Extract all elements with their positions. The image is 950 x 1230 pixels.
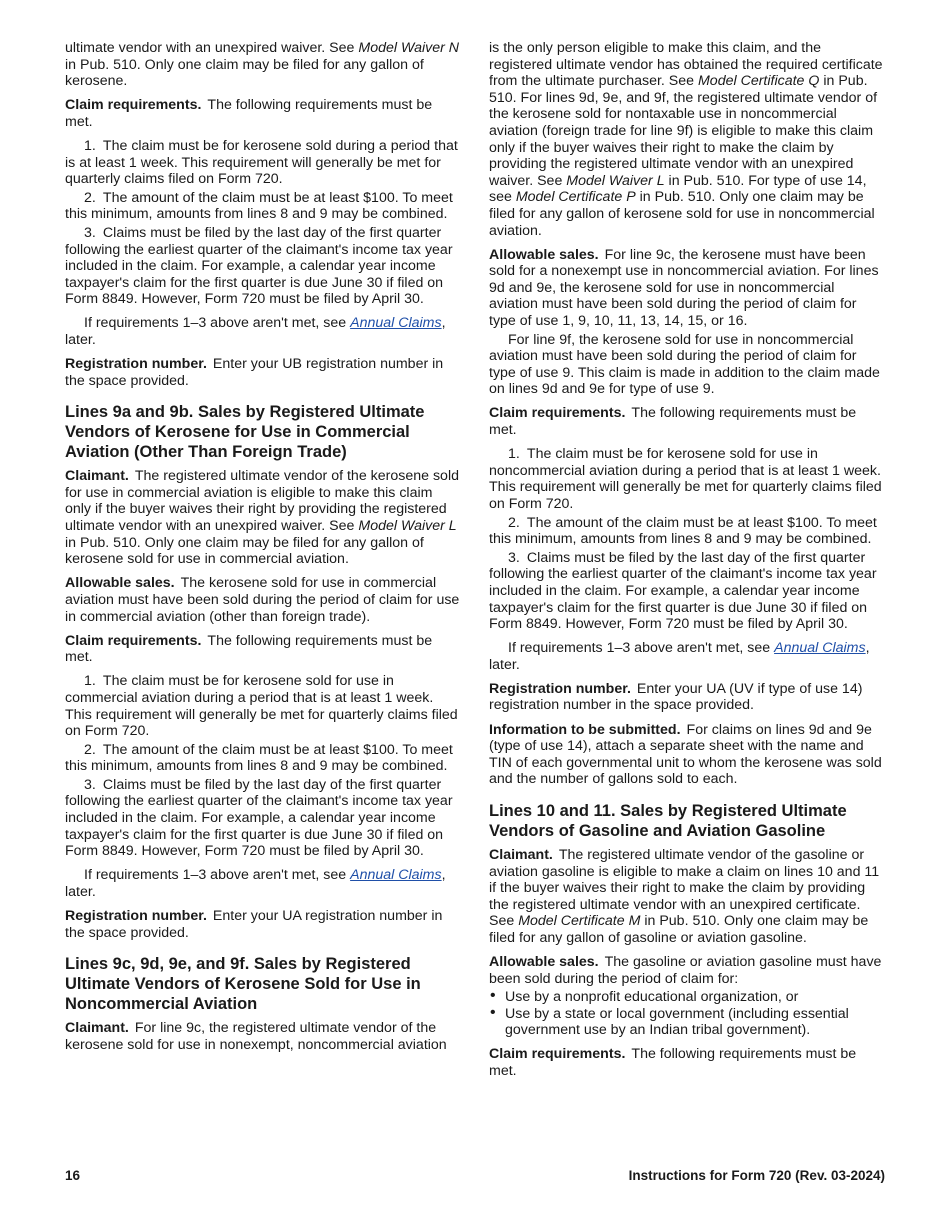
paragraph-line-9f: For line 9f, the kerosene sold for use in noncommercial aviation must have been sold during the period of claim for type of use 9. This claim is made in addition to the claim made on lines 9d and 9e for type of use 9. (489, 331, 880, 398)
list-item: • Use by a nonprofit educational organization, or (489, 989, 884, 1006)
heading-lines-9c-9f: Lines 9c, 9d, 9e, and 9f. Sales by Registered Ultimate Vendors of Kerosene Sold for Use in Noncommercial Aviation (65, 955, 421, 1014)
allowable-uses-list (489, 989, 884, 1039)
requirement-1: 1. The claim must be for kerosene sold for use in noncommercial aviation during a period that is at least 1 week. This requirement will generally be met for quarterly claims filed on Form 720. (489, 446, 882, 512)
heading-lines-9a-9b: Lines 9a and 9b. Sales by Registered Ultimate Vendors of Kerosene for Use in Commercial Aviation (Other Than Foreign Trade) (65, 403, 425, 462)
annual-claims-link[interactable]: Annual Claims (350, 867, 442, 884)
requirement-2: 2. The amount of the claim must be at least $100. To meet this minimum, amounts from lines 8 and 9 may be combined. (489, 514, 877, 548)
claim-requirements-intro: Claim requirements. The following requirements must be met. (65, 632, 433, 666)
registration-number: Registration number. Enter your UA registration number in the space provided. (65, 908, 443, 941)
page-number: 16 (65, 1168, 81, 1183)
requirement-1: 1. The claim must be for kerosene sold for use in commercial aviation during a period that is at least 1 week. This requirement will generally be met for quarterly claims filed on Form 720. (65, 673, 458, 740)
claim-requirements-intro: Claim requirements. The following requirements must be met. (489, 405, 857, 439)
allowable-sales-9c: Allowable sales. For line 9c, the kerosene must have been sold for a nonexempt use in noncommercial aviation. For lines 9d and 9e, the kerosene sold for use in noncommercial aviation must have been sold during the period of claim for type of use 1, 9, 10, 11, 13, 14, 15, or 16. (489, 246, 879, 329)
requirements-unmet-note: If requirements 1–3 above aren't met, see Annual Claims, later. (65, 315, 446, 348)
information-to-be-submitted: Information to be submitted. For claims on lines 9d and 9e (type of use 14), attach a separate sheet with the name and TIN of each governmental unit to whom the kerosene was sold and the number of gallons sold to each. (489, 721, 882, 788)
list-item: • Use by a state or local government (including essential government use by an Indian tribal government). (489, 1006, 884, 1039)
requirements-unmet-note: If requirements 1–3 above aren't met, see Annual Claims, later. (489, 640, 870, 673)
claim-requirements-intro: Claim requirements. The following requirements must be met. (489, 1045, 857, 1079)
annual-claims-link[interactable]: Annual Claims (350, 315, 442, 332)
requirement-3: 3. Claims must be filed by the last day of the first quarter following the earliest quarter of the claimant's income tax year included in the claim. For example, a calendar year income taxpayer's claim for the first quarter is due June 30 if filed on Form 8849. However, Form 720 must be filed by April 30. (489, 549, 877, 633)
document-title: Instructions for Form 720 (Rev. 03-2024) (628, 1168, 885, 1183)
registration-number: Registration number. Enter your UA (UV if type of use 14) registration number in the space provided. (489, 680, 863, 714)
claimant-10-11: Claimant. The registered ultimate vendor of the gasoline or aviation gasoline is eligible to make a claim on lines 10 and 11 if the buyer waives their right to make the claim by providing the registered ultimate vendor with an unexpired certificate. See Model Certificate M in Pub. 510. Only one claim may be filed for any gallon of gasoline or aviation gasoline. (489, 846, 880, 946)
allowable-sales-9a-9b: Allowable sales. The kerosene sold for use in commercial aviation must have been sold during the period of claim for use in commercial aviation (other than foreign trade). (65, 575, 460, 625)
claimant-9c: Claimant. For line 9c, the registered ultimate vendor of the kerosene sold for use in nonexempt, noncommercial aviation (65, 1020, 447, 1053)
paragraph-claimant-continued: is the only person eligible to make this claim, and the registered ultimate vendor has obtained the required certificate from the ultimate purchaser. See Model Certificate Q in Pub. 510. For lines 9d, 9e, and 9f, the registered ultimate vendor of the kerosene sold for nontaxable use in noncommercial aviation (foreign trade for line 9f) is eligible to make this claim only if the buyer waives their right to make the claim by providing the registered ultimate vendor with an unexpired waiver. See Model Waiver L in Pub. 510. For type of use 14, see Model Certificate P in Pub. 510. Only one claim may be filed for any gallon of kerosene sold for use in noncommercial aviation. (489, 40, 883, 239)
paragraph-waiver-continued: ultimate vendor with an unexpired waiver. See Model Waiver N in Pub. 510. Only one claim may be filed for any gallon of kerosene. (65, 40, 460, 90)
claimant-9a-9b: Claimant. The registered ultimate vendor of the kerosene sold for use in commercial aviation is eligible to make this claim only if the buyer waives their right by providing the registered ultimate vendor with an unexpired waiver. See Model Waiver L in Pub. 510. Only one claim may be filed for any gallon of kerosene sold for use in commercial aviation. (65, 468, 459, 568)
annual-claims-link[interactable]: Annual Claims (774, 640, 866, 657)
requirement-3: 3. Claims must be filed by the last day of the first quarter following the earliest quarter of the claimant's income tax year included in the claim. For example, a calendar year income taxpayer's claim for the first quarter is due June 30 if filed on Form 8849. However, Form 720 must be filed by April 30. (65, 776, 453, 860)
requirement-1: 1. The claim must be for kerosene sold during a period that is at least 1 week. This requirement will generally be met for quarterly claims filed on Form 720. (65, 137, 458, 188)
requirement-2: 2. The amount of the claim must be at least $100. To meet this minimum, amounts from lines 8 and 9 may be combined. (65, 741, 453, 775)
right-column (489, 40, 884, 1087)
registration-number: Registration number. Enter your UB registration number in the space provided. (65, 356, 444, 389)
claim-requirements-intro: Claim requirements. The following requirements must be met. (65, 97, 433, 130)
left-column (65, 40, 460, 1061)
requirements-unmet-note: If requirements 1–3 above aren't met, see Annual Claims, later. (65, 867, 446, 900)
requirement-3: 3. Claims must be filed by the last day of the first quarter following the earliest quarter of the claimant's income tax year included in the claim. For example, a calendar year income taxpayer's claim for the first quarter is due June 30 if filed on Form 8849. However, Form 720 must be filed by April 30. (65, 224, 453, 308)
heading-lines-10-11: Lines 10 and 11. Sales by Registered Ultimate Vendors of Gasoline and Aviation Gasoline (489, 801, 847, 840)
requirement-2: 2. The amount of the claim must be at least $100. To meet this minimum, amounts from lines 8 and 9 may be combined. (65, 189, 453, 223)
allowable-sales-10-11: Allowable sales. The gasoline or aviation gasoline must have been sold during the period of claim for: (489, 954, 882, 987)
